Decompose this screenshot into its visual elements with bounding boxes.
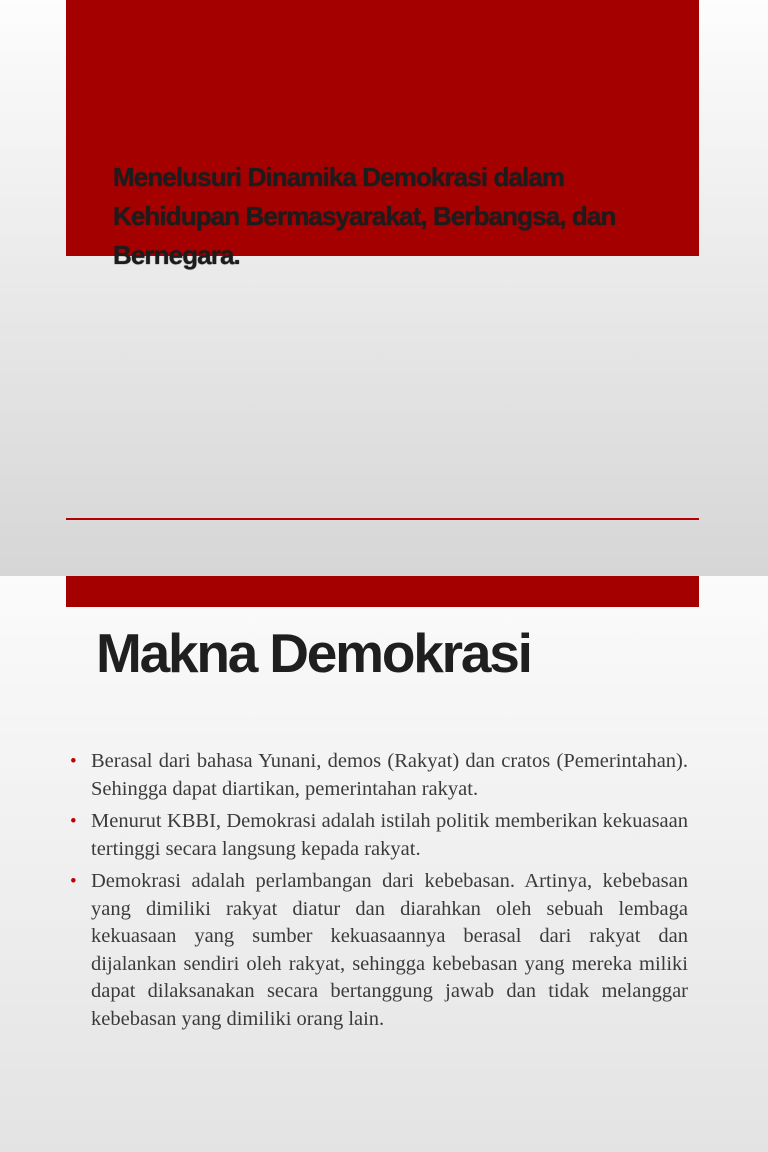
bullet-text: Demokrasi adalah perlambangan dari kebebasan. Artinya, kebebasan yang dimiliki rakyat diatur dan diarahkan oleh sebuah lembaga kekuasaan yang sumber kekuasaannya berasal dari rakyat dan dijalankan sendiri oleh rakyat, sehingga kebebasan yang mereka miliki dapat dilaksanakan secara bertanggung jawab dan tidak melanggar kebebasan yang dimiliki orang lain. bbox=[91, 870, 688, 1030]
bullet-item bbox=[66, 868, 688, 1033]
bullet-dot-icon: • bbox=[70, 871, 77, 892]
bullet-text: Berasal dari bahasa Yunani, demos (Rakyat) dan cratos (Pemerintahan). Sehingga dapat diartikan, pemerintahan rakyat. bbox=[91, 750, 688, 800]
bullet-dot-icon: • bbox=[70, 751, 77, 772]
bullet-list bbox=[66, 748, 688, 1038]
bullet-item bbox=[66, 748, 688, 803]
title-divider-line bbox=[66, 518, 699, 520]
content-accent-band bbox=[66, 576, 699, 607]
content-slide-heading: Makna Demokrasi bbox=[96, 622, 531, 684]
bullet-text: Menurut KBBI, Demokrasi adalah istilah politik memberikan kekuasaan tertinggi secara langsung kepada rakyat. bbox=[91, 810, 688, 860]
title-slide-heading: Menelusuri Dinamika Demokrasi dalam Kehidupan Bermasyarakat, Berbangsa, dan Bernegara. bbox=[113, 162, 616, 270]
bullet-item bbox=[66, 808, 688, 863]
bullet-dot-icon: • bbox=[70, 811, 77, 832]
